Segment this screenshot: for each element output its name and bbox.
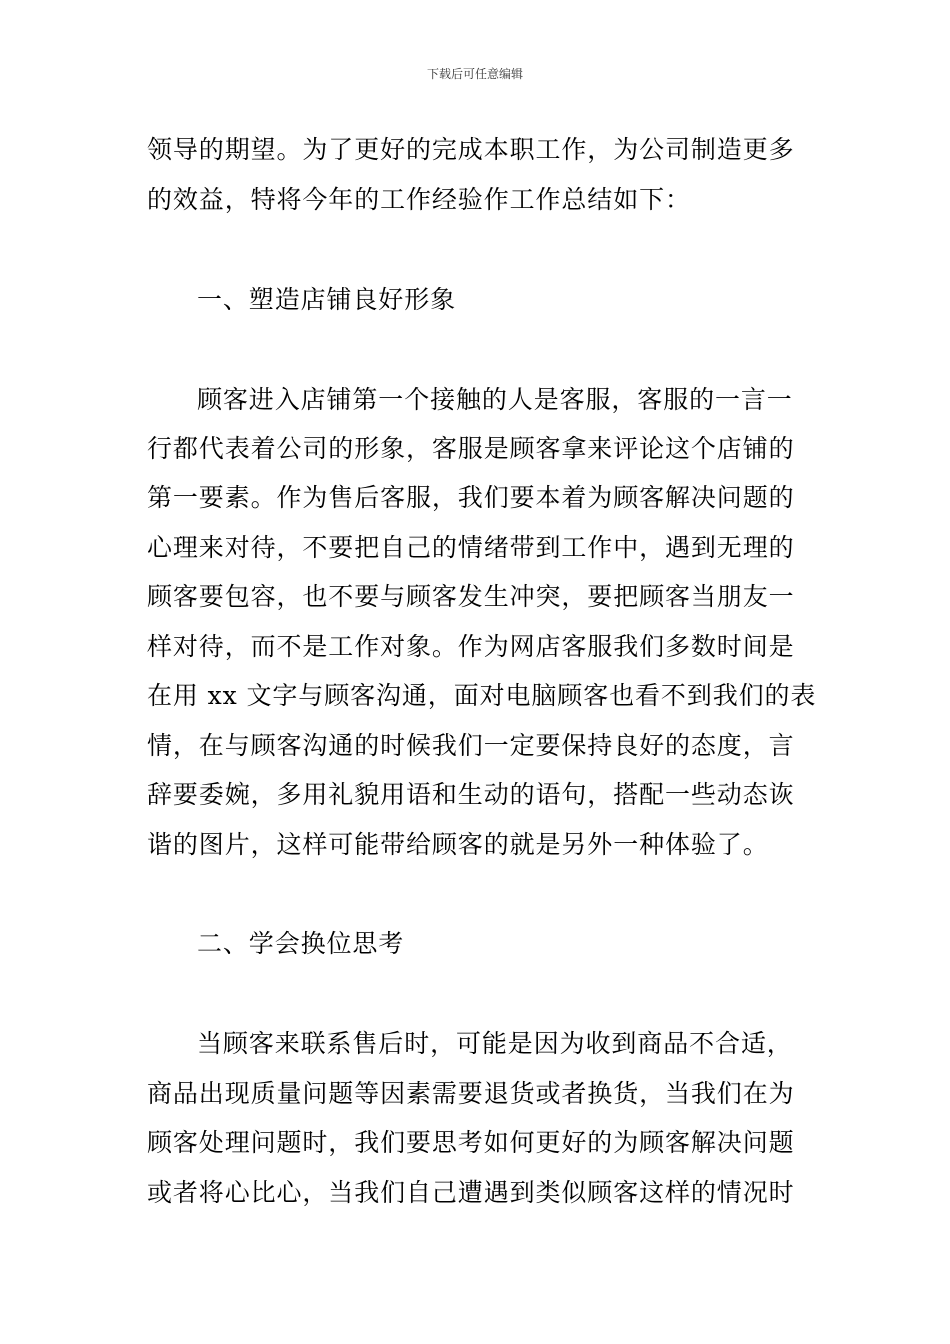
paragraph-line: 辞要委婉，多用礼貌用语和生动的语句，搭配一些动态诙	[147, 780, 795, 809]
paragraph-line: 在用 xx 文字与顾客沟通，面对电脑顾客也看不到我们的表	[147, 681, 817, 710]
paragraph-line: 心理来对待，不要把自己的情绪带到工作中，遇到无理的	[147, 533, 795, 562]
paragraph-line: 或者将心比心，当我们自己遭遇到类似顾客这样的情况时	[147, 1178, 795, 1207]
paragraph-line: 商品出现质量问题等因素需要退货或者换货，当我们在为	[147, 1079, 795, 1108]
paragraph-line: 的效益，特将今年的工作经验作工作总结如下：	[147, 185, 691, 214]
section-heading: 二、学会换位思考	[197, 929, 405, 958]
paragraph-line: 行都代表着公司的形象，客服是顾客拿来评论这个店铺的	[147, 434, 795, 463]
paragraph-line: 第一要素。作为售后客服，我们要本着为顾客解决问题的	[147, 483, 795, 512]
paragraph-line: 当顾客来联系售后时，可能是因为收到商品不合适，	[197, 1029, 793, 1058]
paragraph-line: 样对待，而不是工作对象。作为网店客服我们多数时间是	[147, 632, 795, 661]
page-header: 下载后可任意编辑	[426, 67, 523, 81]
paragraph-line: 顾客进入店铺第一个接触的人是客服，客服的一言一	[197, 385, 793, 414]
paragraph-line: 顾客处理问题时，我们要思考如何更好的为顾客解决问题	[147, 1128, 795, 1157]
paragraph-line: 顾客要包容，也不要与顾客发生冲突，要把顾客当朋友一	[147, 582, 795, 611]
paragraph-line: 谐的图片，这样可能带给顾客的就是另外一种体验了。	[147, 830, 769, 859]
paragraph-line: 领导的期望。为了更好的完成本职工作，为公司制造更多	[147, 135, 795, 164]
section-heading: 一、塑造店铺良好形象	[197, 285, 457, 314]
paragraph-line: 情，在与顾客沟通的时候我们一定要保持良好的态度，言	[147, 731, 795, 760]
